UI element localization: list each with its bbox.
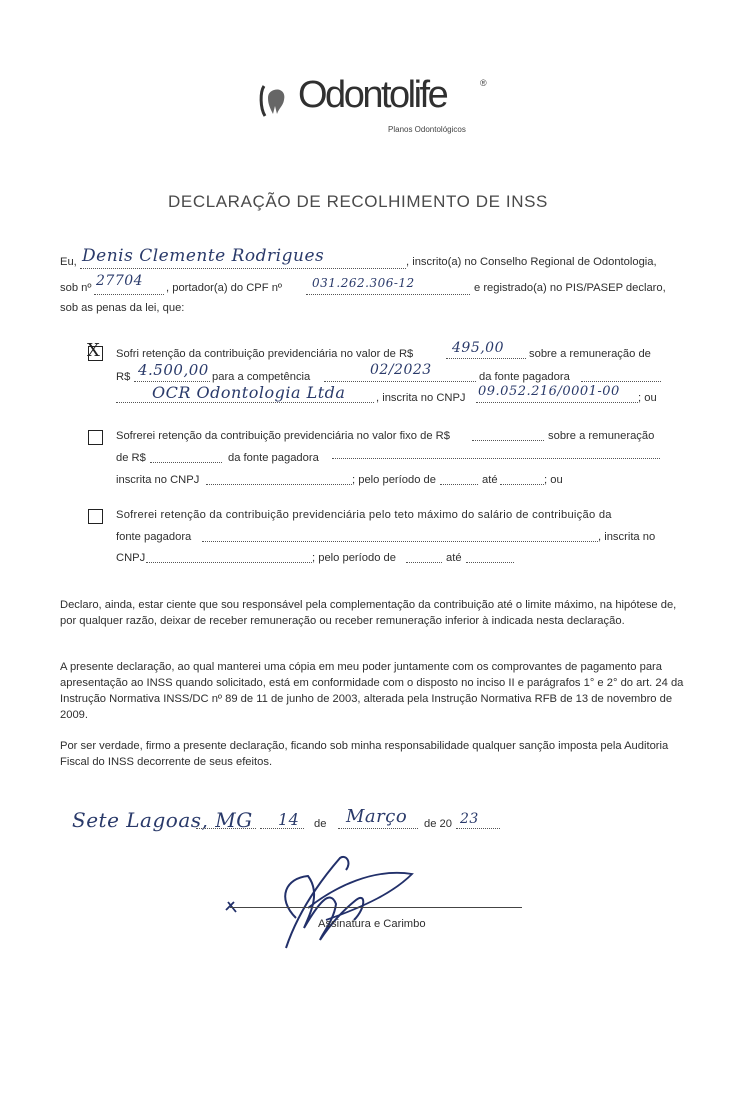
- handwritten-year: 23: [460, 811, 479, 827]
- brand-name: Odontolife: [298, 74, 447, 116]
- handwritten-city: Sete Lagoas, MG: [72, 808, 253, 832]
- option2-line3a: inscrita no CNPJ: [116, 474, 200, 486]
- intro-registrado: e registrado(a) no PIS/PASEP declaro,: [474, 282, 666, 294]
- handwritten-remuneracao: 4.500,00: [138, 361, 209, 379]
- paragraph-verdade: Por ser verdade, firmo a presente declaração, ficando sob minha responsabilidade qualquer sanção imposta pela Auditoria Fiscal do INSS decorrente de seus efeitos.: [60, 740, 669, 768]
- handwritten-competencia: 02/2023: [370, 362, 432, 378]
- signature-line: [230, 907, 522, 908]
- handwritten-day: 14: [278, 810, 300, 829]
- option1-line1a: Sofri retenção da contribuição previdenciária no valor de R$: [116, 348, 414, 360]
- option1-line2b: da fonte pagadora: [479, 371, 570, 383]
- page-title: DECLARAÇÃO DE RECOLHIMENTO DE INSS: [168, 192, 548, 211]
- paragraph-declaro: Declaro, ainda, estar ciente que sou responsável pela complementação da contribuição até o limite máximo, na hipótese de, por qualquer razão, deixar de receber remuneração ou receber remuneração inferior à indicada nesta declaração.: [60, 599, 677, 627]
- option2-line3b: ; pelo período de: [352, 474, 436, 486]
- option1-line3a: , inscrita no CNPJ: [376, 392, 466, 404]
- option2-line3c: até: [482, 474, 498, 486]
- option1-check-mark: X: [87, 340, 101, 361]
- option2-checkbox[interactable]: [88, 430, 103, 445]
- registered-mark: ®: [480, 78, 487, 88]
- handwritten-cro: 27704: [96, 273, 144, 289]
- intro-inscrito: , inscrito(a) no Conselho Regional de Odontologia,: [406, 256, 657, 268]
- signature-label: Assinatura e Carimbo: [318, 918, 426, 930]
- date-de1: de: [314, 818, 327, 830]
- option2-line1b: sobre a remuneração: [548, 430, 655, 442]
- logo: [258, 74, 498, 136]
- intro-penas: sob as penas da lei, que:: [60, 302, 185, 314]
- option3-line2a: fonte pagadora: [116, 531, 192, 543]
- signature-drawing: [216, 848, 416, 958]
- option3-line3b: ; pelo período de: [312, 552, 396, 564]
- option2-line3d: ; ou: [544, 474, 563, 486]
- handwritten-fonte: OCR Odontologia Ltda: [152, 383, 346, 402]
- handwritten-name: Denis Clemente Rodrigues: [82, 246, 325, 266]
- option2-line1a: Sofrerei retenção da contribuição previdenciária no valor fixo de R$: [116, 430, 450, 442]
- option3-line3c: até: [446, 552, 462, 564]
- option3-line2b: , inscrita no: [598, 531, 656, 543]
- paragraph-presente: A presente declaração, ao qual manterei uma cópia em meu poder juntamente com os comprovantes de pagamento para apresentação ao INSS quando solicitado, está em conformidade com o disposto no inciso II e parágrafos 1° e 2° do art. 24 da Instrução Normativa INSS/DC nº 89 de 11 de junho de 2003, alterada pela Instrução Normativa RFB de 13 de novembro de 2009.: [60, 661, 684, 721]
- intro-sob: sob nº: [60, 282, 92, 294]
- option1-rs: R$: [116, 371, 131, 383]
- handwritten-cpf: 031.262.306-12: [312, 276, 415, 290]
- tooth-logo-icon: [258, 82, 292, 120]
- option1-line1b: sobre a remuneração de: [529, 348, 651, 360]
- option3-line1: Sofrerei retenção da contribuição previdenciária pelo teto máximo do salário de contribuição da: [116, 509, 612, 521]
- date-de2: de 20: [424, 818, 452, 830]
- handwritten-valor: 495,00: [452, 340, 504, 356]
- intro-portador: , portador(a) do CPF nº: [166, 282, 283, 294]
- handwritten-cnpj: 09.052.216/0001-00: [478, 384, 620, 399]
- option1-line3b: ; ou: [638, 392, 657, 404]
- brand-tagline: Planos Odontológicos: [388, 125, 466, 134]
- option2-line2a: de R$: [116, 452, 146, 464]
- option3-checkbox[interactable]: [88, 509, 103, 524]
- option3-line3a: CNPJ: [116, 552, 146, 564]
- option1-line2a: para a competência: [212, 371, 311, 383]
- intro-eu: Eu,: [60, 256, 77, 268]
- handwritten-month: Março: [346, 806, 408, 827]
- option2-line2b: da fonte pagadora: [228, 452, 319, 464]
